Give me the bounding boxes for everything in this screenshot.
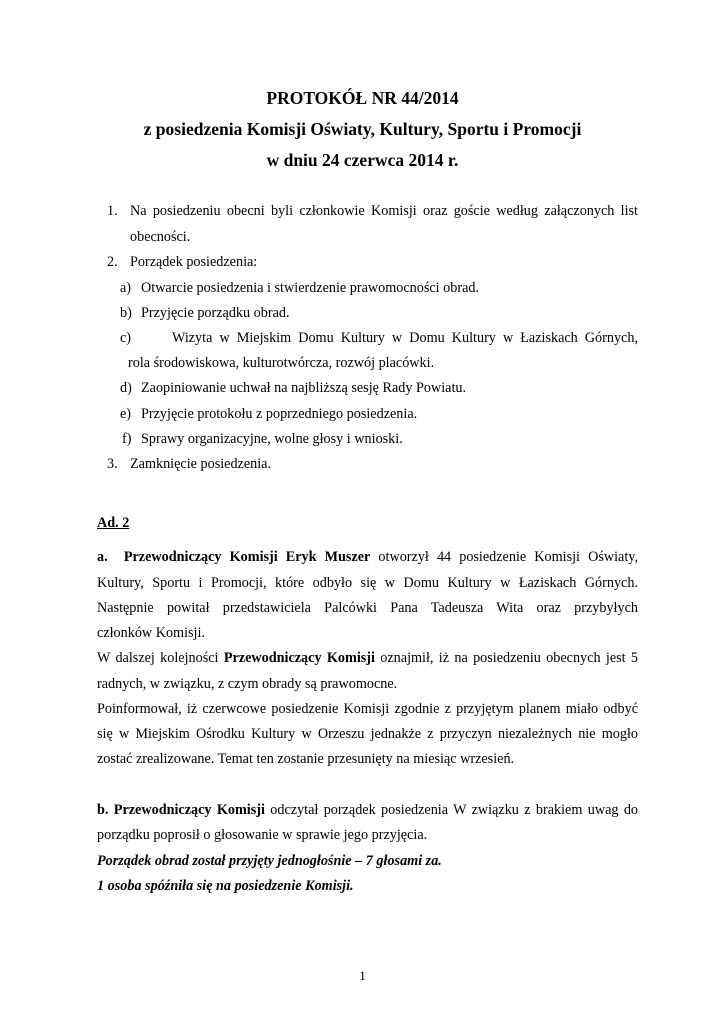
vote-result: Porządek obrad został przyjęty jednogłośnie – 7 głosami za. [97, 853, 442, 869]
sublist-item: Przyjęcie porządku obrad. [141, 305, 290, 321]
sublist-label: f) [122, 431, 132, 447]
list-item-number: 1. [107, 203, 118, 219]
paragraph-bold: Przewodniczący Komisji [223, 650, 375, 666]
paragraph-line: radnych, w związku, z czym obrady są prawomocne. [97, 676, 398, 692]
page-number: 1 [359, 968, 366, 983]
paragraph-line: Następnie powitał przedstawiciela Palcówki Pana Tadeusza Wita oraz przybyłych [97, 600, 638, 616]
list-item-number: 2. [107, 254, 118, 270]
paragraph-line: członków Komisji. [97, 625, 205, 641]
paragraph-line [97, 650, 638, 667]
section-heading: Ad. 2 [97, 515, 130, 531]
paragraph-line: Kultury, Sportu i Promocji, które odbyło się w Domu Kultury w Łaziskach Górnych. [97, 575, 638, 591]
sublist-label: b) [120, 305, 132, 321]
paragraph-text: odczytał porządek posiedzenia W związku z brakiem uwag do [264, 802, 639, 818]
paragraph-text: otworzył 44 posiedzenie Komisji Oświaty, [370, 549, 639, 565]
sublist-label: d) [120, 380, 132, 396]
sublist-label: a) [120, 280, 132, 296]
paragraph-line [97, 549, 638, 566]
sublist-item: Wizyta w Miejskim Domu Kultury w Domu Kultury w Łaziskach Górnych, [172, 330, 638, 346]
sublist-item: rola środowiskowa, kulturotwórcza, rozwój placówki. [128, 355, 435, 371]
list-item-text: Na posiedzeniu obecni byli członkowie Komisji oraz goście według załączonych list [130, 203, 638, 219]
paragraph-line: porządku poprosił o głosowanie w sprawie jego przyjęcia. [97, 827, 428, 843]
list-item-text: Zamknięcie posiedzenia. [130, 456, 272, 472]
paragraph-bold: b. Przewodniczący Komisji [97, 802, 265, 818]
chairman-name: Przewodniczący Komisji Eryk Muszer [123, 549, 371, 565]
list-item-number: 3. [107, 456, 118, 472]
paragraph-text: W dalszej kolejności [97, 650, 224, 666]
sublist-label: e) [120, 406, 132, 422]
sublist-item: Zaopiniowanie uchwał na najbliższą sesję Rady Powiatu. [141, 380, 467, 396]
paragraph-line: zostać zrealizowane. Temat ten zostanie przesunięty na miesiąc wrzesień. [97, 751, 515, 767]
document-date: w dniu 24 czerwca 2014 r. [266, 150, 459, 170]
paragraph-line [97, 802, 638, 819]
list-item-text: Porządek posiedzenia: [130, 254, 258, 270]
sublist-item: Otwarcie posiedzenia i stwierdzenie prawomocności obrad. [141, 280, 480, 296]
sublist-label: c) [120, 330, 132, 346]
list-item-text: obecności. [130, 229, 191, 245]
paragraph-text: oznajmił, iż na posiedzeniu obecnych jest 5 [374, 650, 638, 666]
sublist-item: Przyjęcie protokołu z poprzedniego posiedzenia. [141, 406, 418, 422]
document-subtitle: z posiedzenia Komisji Oświaty, Kultury, Sportu i Promocji [143, 119, 582, 139]
document-title: PROTOKÓŁ NR 44/2014 [266, 88, 459, 108]
late-note: 1 osoba spóźniła się na posiedzenie Komisji. [97, 878, 354, 894]
sublist-item: Sprawy organizacyjne, wolne głosy i wnioski. [141, 431, 403, 447]
paragraph-line: się w Miejskim Ośrodku Kultury w Orzeszu jednakże z przyczyn niezależnych nie mogło [97, 726, 638, 742]
paragraph-line: Poinformował, iż czerwcowe posiedzenie Komisji zgodnie z przyjętym planem miało odbyć [97, 701, 638, 717]
paragraph-label: a. [97, 549, 108, 565]
